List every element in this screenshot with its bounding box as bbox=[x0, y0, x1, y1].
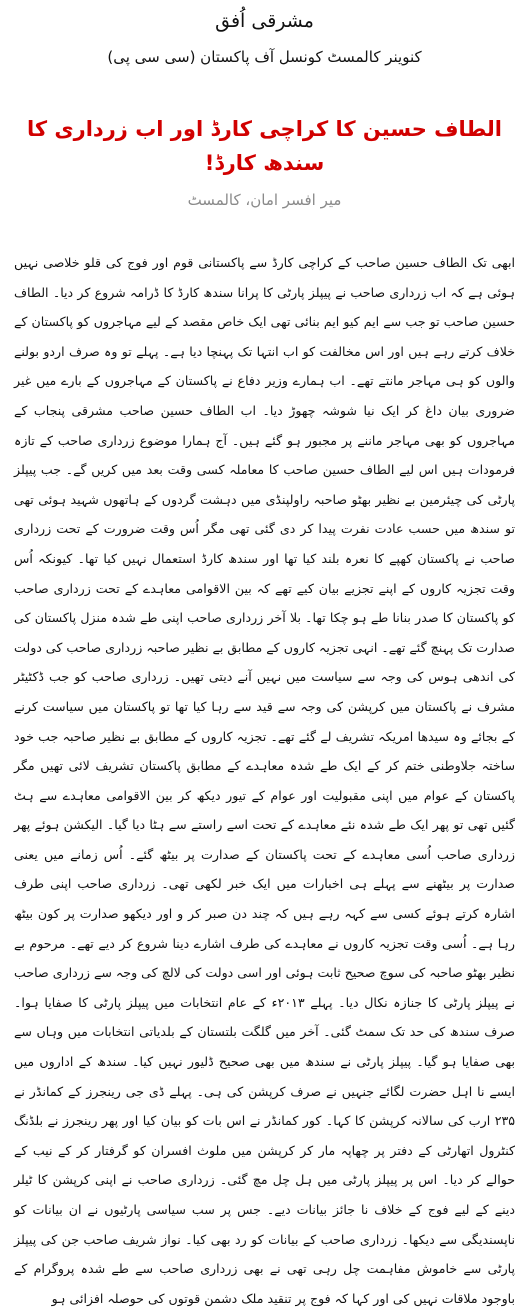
article-byline: میر افسر امان، کالمسٹ bbox=[187, 191, 342, 209]
article-paragraph: ابھی تک الطاف حسین صاحب کے کراچی کارڈ سے پاکستانی قوم اور فوج کی قلو خلاصی نہیں ہوئی ہے کہ اب زرداری صاحب نے پیپلز پارٹی کا پرانا سندھ کارڈ کا ڈرامہ شروع کر دیا۔ الطاف حسین صاحب تو جب سے ایم کیو ایم بنائی تھی ایک خاص مقصد کے لیے مہاجروں کو پاکستان کے خلاف کرتے رہے ہیں اور اس مخالفت کو اب انتہا تک پہنچا دیا ہے۔ پہلے تو وہ صرف اردو بولنے والوں کو ہی مہاجر مانتے تھے۔ اب ہمارے وزیر دفاع نے پاکستان کے مہاجروں کے بارے میں غیر ضروری بیان داغ کر ایک نیا شوشہ چھوڑ دیا۔ اب الطاف حسین صاحب مشرقی پنجاب کے مہاجروں کو بھی مہاجر ماننے پر مجبور ہو گئے ہیں۔ آج ہمارا موضوع زرداری صاحب کے تازہ فرمودات ہیں اس لیے الطاف حسین صاحب کا معاملہ کسی وقت بعد میں کریں گے۔ جب پیپلز پارٹی کی چیئرمین بے نظیر بھٹو صاحبہ راولپنڈی میں دہشت گردوں کے ہاتھوں شہید ہوئی تھی تو سندھ میں حسب عادت نفرت پیدا کر دی گئی تھی مگر اُس وقت ضرورت کے تحت زرداری صاحب نے پاکستان کھپے کا نعرہ بلند کیا تھا اور سندھ کارڈ استعمال نہیں کیا تھا۔ کیونکہ اُس وقت تجزیہ کاروں کے اپنے تجزیے بیان کیے تھے کہ بین الاقوامی معاہدے کے تحت زرداری صاحب کو پاکستان کا صدر بنانا طے ہو چکا تھا۔ بلا آخر زرداری صاحب اپنی طے شدہ منزل پاکستان کی صدارت تک پہنچ گئے تھے۔ انہی تجزیہ کاروں کے مطابق بے نظیر صاحبہ زرداری صاحب کی دولت کی اندھی ہوس کی وجہ سے سیاست میں نہیں آنے دیتی تھیں۔ زرداری صاحب کو جب ڈکٹیٹر مشرف نے پاکستان میں کرپشن کی وجہ سے قید سے رہا کیا تھا تو پاکستان میں سیاست کرنے کے بجائے وہ سیدھا امریکہ تشریف لے گئے تھے۔ تجزیہ کاروں کے مطابق بے نظیر صاحبہ جب خود ساختہ جلاوطنی ختم کر کے ایک طے شدہ معاہدے کے مطابق پاکستان تشریف لائی تھیں مگر پاکستان کے عوام میں اپنی مقبولیت اور عوام کے تیور دیکھ کر بین الاقوامی معاہدے سے ہٹ گئیں تھی تو پھر ایک طے شدہ نئے معاہدے کے تحت اسے راستے سے ہٹا دیا گیا۔ الیکشن ہوئے پھر زرداری صاحب اُسی معاہدے کے تحت پاکستان کے صدارت پر بیٹھ گئے۔ اُس زمانے میں یعنی صدارت پر بیٹھنے سے پہلے ہی اخبارات میں ایک خبر لکھی تھی۔ زرداری صاحب اپنی طرف اشارہ کرتے ہوئے کسی سے کہہ رہے ہیں کہ چند دن صبر کر و اور دیکھو صدارت پر کون بیٹھ رہا ہے۔ اُسی وقت تجزیہ کاروں نے معاہدے کی طرف اشارے دینا شروع کر دیے تھے۔ مرحوم بے نظیر بھٹو صاحبہ کی سوچ صحیح ثابت ہوئی اور اسی دولت کی لالچ کی وجہ سے زرداری صاحب نے پیپلز پارٹی کا جنازہ نکال دیا۔ پہلے ۲۰۱۳ء کے عام انتخابات میں پیپلز پارٹی کا صفایا ہوا۔ صرف سندھ کی حد تک سمٹ گئی۔ آخر میں گلگت بلتستان کے بلدیاتی انتخابات میں وہاں سے بھی صفایا ہو گیا۔ پیپلز پارٹی نے سندھ میں بھی صحیح ڈلیور نہیں کیا۔ سندھ کے اداروں میں ایسے نا اہل حضرت لگائے جنہیں نے صرف کرپشن کی ہی۔ پہلے ڈی جی رینجرز کے کمانڈر نے ۲۳۵ ارب کی سالانہ کرپشن کا کہا۔ کور کمانڈر نے اس بات کو بیان کیا اور پھر رینجرز نے بلڈنگ کنٹرول اتھارٹی کے دفتر پر چھاپہ مار کر کرپشن میں ملوث افسران کو گرفتار کر کے نیب کے حوالے کر دیا۔ اس پر پیپلز پارٹی میں ہل چل مچ گئی۔ زرداری صاحب نے اپنی کرپشن کا ٹیلر دینے کے لیے فوج کے خلاف نا جائز بیانات دیے۔ جس پر سب سیاسی پارٹیوں نے ان بیانات کو ناپسندیگی سے دیکھا۔ زرداری صاحب کے بیانات کو رد بھی کیا۔ نواز شریف صاحب جن کی پیپلز پارٹی سے خاموش مفاہمت چل رہی تھی نے بھی زرداری صاحب سے طے شدہ پروگرام کے باوجود ملاقات نہیں کی اور کہا کہ فوج پر تنقید ملک دشمن قوتوں کی حوصلہ افزائی ہو bbox=[14, 255, 515, 1306]
publication-title: مشرقی اُفق bbox=[215, 10, 314, 32]
article-body bbox=[14, 248, 515, 1313]
masthead bbox=[14, 0, 515, 68]
publication-subtitle: کنوینر کالمسٹ کونسل آف پاکستان (سی سی پی) bbox=[107, 48, 422, 66]
article-headline: الطاف حسین کا کراچی کارڈ اور اب زرداری کا سندھ کارڈ! bbox=[26, 117, 502, 175]
